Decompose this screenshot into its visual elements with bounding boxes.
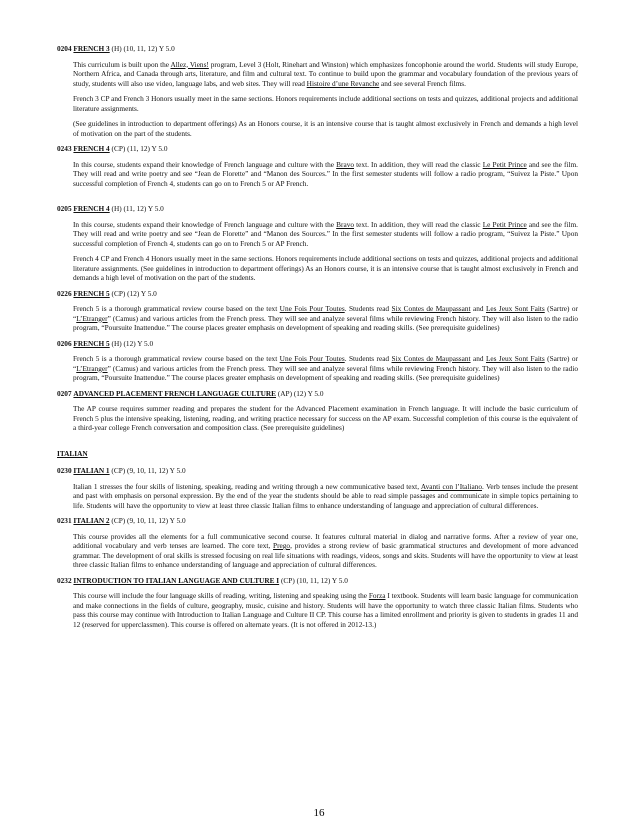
- section-heading-italian: ITALIAN: [57, 448, 88, 458]
- book-title: L’Etranger: [76, 363, 108, 373]
- course-intro-italian: [57, 576, 578, 630]
- book-title: Six Contes de Maupassant: [391, 304, 471, 313]
- course-meta: (H) (11, 12) Y 5.0: [111, 204, 164, 213]
- course-description: This course provides all the elements for a full communicative second course. It features cultural material in dialog and narrative forms. After a review of year one, additional vocabulary and verb tenses are learned. The core text, Prego, provides a strong review of basic grammatical structures and development of more advanced grammar. The development of oral skills is stressed focusing on real life situations with readings, videos, songs and skits. Students will have the opportunity to view at least three classic Italian films to enhance understanding of language and appreciation of cultural differences.: [73, 531, 578, 569]
- book-title: Histoire d’une Revanche: [306, 78, 380, 88]
- honors-note: French 3 CP and French 3 Honors usually meet in the same sections. Honors requirements include additional sections on tests and quizzes, additional projects and additional literature assignments.: [73, 94, 578, 113]
- course-description: This curriculum is built upon the Allez, Viens! program, Level 3 (Holt, Rinehart and Winston) which emphasizes foncophonie around the world. Students will study Europe, Northern Africa, and Canada through arts, literature, and film and cultural text. To continue to build upon the grammar and vocabulary foundation of the previous years of study, students will also use video, language labs, and web sites. They will read Histoire d’une Revanche and see several French films.: [73, 59, 578, 88]
- book-title: Bravo: [336, 159, 355, 169]
- course-heading: [57, 44, 578, 54]
- course-ap-french: [57, 389, 578, 433]
- course-code: 0232: [57, 575, 72, 585]
- course-code: 0226: [57, 288, 72, 298]
- book-title: Une Fois Pour Toutes: [279, 354, 345, 363]
- course-heading: [57, 516, 578, 526]
- course-description: This course will include the four language skills of reading, writing, listening and speaking using the Forza I textbook. Students will learn basic language for communication and make connections in the fields of culture, geography, music, cuisine and history. Students will have the opportunity to watch three classic Italian films. Students who pass this course may continue with Introduction to Italian Language and Culture II CP. This course has a limited enrollment and priority is given to students in grades 11 and 12 (reserved for upperclassmen). This course is offered on alternate years. (It is not offered in 2012-13.): [73, 591, 579, 629]
- course-meta: (AP) (12) Y 5.0: [277, 388, 324, 398]
- course-title: FRENCH 4: [73, 204, 110, 213]
- course-heading: [57, 389, 578, 399]
- course-code: 0206: [57, 338, 72, 348]
- honors-note: French 4 CP and French 4 Honors usually meet in the same sections. Honors requirements include additional sections on tests and quizzes, additional projects and additional literature assignments. (See guidelines in introduction to department offerings) As an Honors course, it is an intensive course that is taught almost exclusively in French and demands a high level of motivation on the part of the students.: [73, 254, 578, 282]
- course-french-4-cp: [57, 144, 578, 188]
- course-description: In this course, students expand their knowledge of French language and culture with the Bravo text. In addition, they will read the classic Le Petit Prince and see the film. They will read and write poetry and see “Jean de Florette” and “Manon des Sources.” In the first semester students will follow a radio program, “Suivez la Piste.” Upon successful completion of French 4, students can go on to French 5 or AP French.: [73, 159, 578, 188]
- course-heading: [57, 466, 578, 476]
- course-meta: (CP) (11, 12) Y 5.0: [111, 144, 168, 153]
- course-title: FRENCH 3: [73, 44, 110, 53]
- book-title: Allez, Viens!: [170, 59, 209, 69]
- course-title: ADVANCED PLACEMENT FRENCH LANGUAGE CULTURE: [73, 388, 277, 398]
- course-heading: [57, 144, 578, 154]
- course-code: 0231: [57, 516, 72, 525]
- course-heading: [57, 576, 578, 586]
- course-title: INTRODUCTION TO ITALIAN LANGUAGE AND CULTURE I: [73, 575, 280, 585]
- course-meta: (CP) (10, 11, 12) Y 5.0: [280, 575, 348, 585]
- course-description: Italian 1 stresses the four skills of listening, speaking, reading and writing through a new communicative based text, Avanti con l’Italiano. Verb tenses include the present and past with emphasis on personal expression. By the end of the year the students should be able to read simple passages and communicate in simple topics pertaining to life. Students will have the opportunity to view at least three classic Italian films to enhance understanding of language and appreciation of cultural differences.: [73, 481, 579, 510]
- course-meta: (H) (10, 11, 12) Y 5.0: [111, 44, 175, 53]
- course-french-5-cp: [57, 289, 578, 333]
- book-title: Les Jeux Sont Faits: [485, 354, 545, 363]
- book-title: L’Etranger: [76, 313, 108, 323]
- course-french-4-honors: [57, 204, 578, 283]
- book-title: Une Fois Pour Toutes: [279, 304, 345, 313]
- course-code: 0243: [57, 144, 72, 153]
- course-meta: (CP) (12) Y 5.0: [111, 288, 157, 298]
- course-meta: (H) (12) Y 5.0: [111, 338, 154, 348]
- course-italian-2: [57, 516, 578, 570]
- course-title: FRENCH 5: [73, 338, 110, 348]
- book-title: Le Petit Prince: [482, 219, 527, 229]
- book-title: Bravo: [336, 219, 355, 229]
- book-title: Le Petit Prince: [482, 159, 527, 169]
- course-code: 0207: [57, 388, 72, 398]
- course-meta: (CP) (9, 10, 11, 12) Y 5.0: [111, 466, 186, 475]
- course-heading: [57, 204, 578, 214]
- course-title: FRENCH 5: [73, 288, 110, 298]
- book-title: Forza: [368, 591, 386, 600]
- course-code: 0230: [57, 466, 72, 475]
- course-french-5-honors: [57, 339, 578, 383]
- course-description: In this course, students expand their knowledge of French language and culture with the Bravo text. In addition, they will read the classic Le Petit Prince and see the film. They will read and write poetry and see “Jean de Florette” and “Manon des Sources.” In the first semester students will follow a radio program, “Suivez la Piste.” Upon successful completion of French 4, students can go on to French 5 or AP French.: [73, 219, 578, 248]
- honors-guidelines: (See guidelines in introduction to department offerings) As an Honors course, it is an intensive course that is taught almost exclusively in French and demands a high level of motivation on the part of the students.: [73, 119, 578, 138]
- course-heading: [57, 339, 578, 349]
- course-meta: (CP) (9, 10, 11, 12) Y 5.0: [111, 516, 186, 525]
- course-description: French 5 is a thorough grammatical review course based on the text Une Fois Pour Toutes. Students read Six Contes de Maupassant and Les Jeux Sont Faits (Sartre) or “L’Etranger” (Camus) and various articles from the French press. They will see and analyze several films while reviewing French history. They will also listen to the radio program, “Poursuite Inattendue.” The course places greater emphasis on development of speaking and reading skills. (See prerequisite guidelines): [73, 304, 578, 332]
- course-french-3: [57, 44, 578, 138]
- course-heading: [57, 289, 578, 299]
- course-italian-1: [57, 466, 578, 510]
- course-code: 0205: [57, 204, 72, 213]
- book-title: Avanti con l’Italiano: [420, 481, 482, 491]
- course-title: FRENCH 4: [73, 144, 110, 153]
- course-title: ITALIAN 2: [73, 516, 110, 525]
- course-description: French 5 is a thorough grammatical review course based on the text Une Fois Pour Toutes. Students read Six Contes de Maupassant and Les Jeux Sont Faits (Sartre) or “L’Etranger” (Camus) and various articles from the French press. They will see and analyze several films while reviewing French history. They will also listen to the radio program, “Poursuite Inattendue.” The course places greater emphasis on development of speaking and reading skills. (See prerequisite guidelines): [73, 354, 578, 382]
- book-title: Prego: [273, 541, 291, 550]
- book-title: Les Jeux Sont Faits: [485, 304, 545, 313]
- course-title: ITALIAN 1: [73, 466, 110, 475]
- book-title: Six Contes de Maupassant: [391, 354, 471, 363]
- course-code: 0204: [57, 44, 72, 53]
- page-number: 16: [313, 807, 325, 819]
- course-description: The AP course requires summer reading and prepares the student for the Advanced Placement examination in French language. It will include the basic curriculum of French 5 plus the intensive speaking, listening, reading, and writing practice necessary for success on the AP exam. Successful completion of this course is the equivalent of a third-year college French conversation and composition class. (See prerequisite guidelines): [73, 404, 578, 432]
